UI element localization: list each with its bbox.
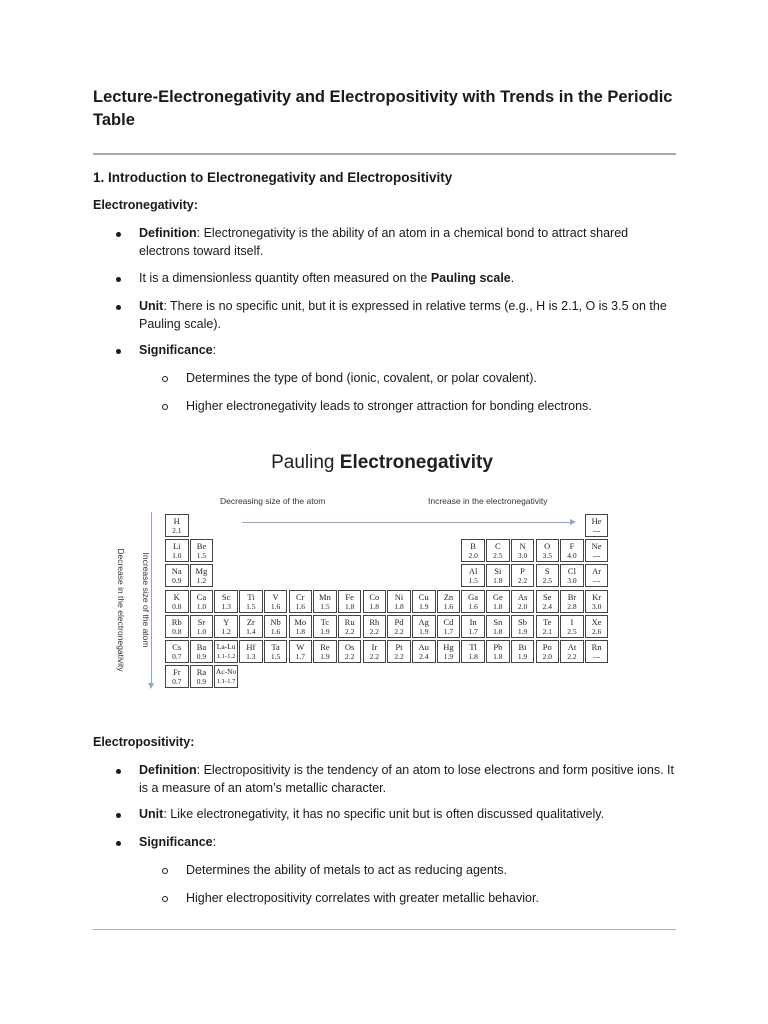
element-symbol: Si — [494, 566, 502, 577]
vertical-arrow-line — [151, 512, 152, 684]
element-symbol: Sn — [493, 616, 503, 627]
item-text: : Electropositivity is the tendency of an atom to lose electrons and form positive ions. It is a measure of an atom’s metallic character. — [139, 763, 674, 795]
element-cell — [437, 640, 461, 663]
item-label: Unit — [139, 807, 164, 821]
element-cell — [412, 640, 436, 663]
element-symbol: Kr — [592, 591, 602, 602]
element-symbol: N — [519, 541, 526, 552]
element-symbol: Bi — [518, 642, 527, 652]
element-cell — [214, 615, 238, 638]
element-cell — [560, 590, 584, 613]
element-electronegativity: 4.0 — [567, 551, 577, 561]
element-electronegativity: 2.4 — [542, 601, 552, 611]
element-electronegativity: 1.8 — [344, 601, 355, 611]
element-symbol: Nb — [270, 616, 281, 627]
element-cell — [585, 640, 609, 663]
element-cell — [387, 615, 411, 638]
element-symbol: Au — [418, 642, 429, 652]
element-symbol: Fr — [172, 667, 181, 678]
element-electronegativity: 2.0 — [542, 652, 552, 661]
electropositivity-heading: Electropositivity: — [93, 735, 195, 749]
element-electronegativity: 2.2 — [567, 652, 577, 661]
element-electronegativity: 1.7 — [468, 626, 478, 636]
element-symbol: V — [272, 591, 279, 602]
element-electronegativity: 1.9 — [517, 652, 528, 661]
element-symbol: Ca — [196, 591, 207, 602]
element-symbol: Cs — [172, 642, 182, 652]
element-cell — [264, 640, 288, 663]
element-electronegativity: 2.1 — [172, 526, 182, 535]
side-label-size: Increase size of the atom — [141, 552, 151, 648]
element-electronegativity: 1.9 — [443, 652, 454, 661]
element-cell — [264, 615, 288, 638]
element-symbol: Mg — [195, 566, 208, 577]
element-cell — [313, 615, 337, 638]
element-symbol: Ge — [492, 591, 503, 602]
pauling-electronegativity-figure — [108, 440, 656, 698]
element-cell — [511, 615, 535, 638]
element-cell — [536, 615, 560, 638]
list-item — [139, 225, 674, 260]
element-cell — [412, 615, 436, 638]
element-cell — [560, 564, 584, 587]
element-symbol: At — [567, 642, 577, 652]
element-symbol: Sb — [518, 616, 528, 627]
element-electronegativity: 1.6 — [270, 626, 281, 636]
horizontal-arrow-line — [242, 522, 572, 523]
element-symbol: Te — [543, 616, 552, 627]
item-bold: Pauling scale — [430, 271, 511, 285]
element-cell — [214, 590, 238, 613]
element-cell — [165, 514, 189, 537]
item-end: . — [510, 271, 515, 285]
element-cell — [511, 640, 535, 663]
element-electronegativity: 1.9 — [419, 626, 429, 636]
element-symbol: Zn — [443, 591, 454, 602]
element-electronegativity: 2.2 — [394, 652, 404, 661]
down-arrow-icon — [148, 683, 154, 689]
element-symbol: Po — [542, 642, 552, 652]
element-electronegativity: 2.1 — [542, 626, 552, 636]
element-electronegativity: 1.2 — [196, 576, 207, 586]
element-symbol: Ba — [196, 642, 207, 652]
element-symbol: Co — [369, 591, 380, 602]
right-arrow-icon — [570, 519, 576, 525]
element-electronegativity: 2.2 — [344, 652, 355, 661]
element-cell — [560, 615, 584, 638]
element-electronegativity: 1.6 — [295, 601, 305, 611]
element-electronegativity: 1.9 — [517, 626, 528, 636]
element-cell — [289, 615, 313, 638]
element-electronegativity: 1.2 — [221, 626, 231, 636]
element-symbol: W — [296, 642, 305, 652]
item-label: Definition — [139, 763, 197, 777]
element-cell — [363, 640, 387, 663]
element-symbol: Li — [172, 541, 181, 552]
element-electronegativity: 0.8 — [172, 626, 182, 636]
element-cell — [363, 615, 387, 638]
element-symbol: Rb — [171, 616, 182, 627]
item-label: Definition — [139, 226, 197, 240]
element-electronegativity: 2.5 — [567, 626, 577, 636]
element-symbol: La-Lu — [216, 642, 236, 651]
element-cell — [165, 539, 189, 562]
side-label-electronegativity: Decrease in the electronegativity — [116, 548, 126, 672]
element-electronegativity: 1.3 — [246, 652, 256, 661]
element-cell — [437, 615, 461, 638]
element-cell — [461, 564, 485, 587]
element-symbol: Rh — [369, 616, 380, 627]
item-text: : — [212, 835, 217, 849]
element-electronegativity: 0.7 — [172, 652, 182, 661]
element-cell — [190, 539, 214, 562]
element-electronegativity: 1.8 — [493, 652, 503, 661]
element-symbol: Zr — [246, 616, 255, 627]
element-electronegativity: 1.6 — [468, 601, 478, 611]
element-electronegativity: 1.9 — [419, 601, 429, 611]
element-symbol: Cr — [296, 591, 305, 602]
element-symbol: Cd — [443, 616, 454, 627]
element-cell — [190, 564, 214, 587]
element-electronegativity: 1.7 — [443, 626, 454, 636]
element-electronegativity: 1.0 — [172, 551, 182, 561]
item-text: : — [212, 343, 217, 357]
element-symbol: K — [173, 591, 180, 602]
element-cell — [585, 514, 609, 537]
element-symbol: Br — [567, 591, 577, 602]
electronegativity-heading: Electronegativity: — [93, 198, 198, 212]
element-symbol: Y — [223, 616, 230, 627]
sub-list-item: Higher electropositivity correlates with greater metallic behavior. — [186, 890, 676, 908]
sub-list-item: Determines the type of bond (ionic, covalent, or polar covalent). — [186, 370, 676, 388]
list-item — [139, 762, 674, 797]
item-text: It is a dimensionless quantity often measured on the — [139, 271, 431, 285]
element-symbol: O — [544, 541, 551, 552]
element-electronegativity: 1.3 — [221, 601, 231, 611]
element-electronegativity: 1.9 — [320, 652, 330, 661]
element-cell — [437, 590, 461, 613]
element-cell — [338, 615, 362, 638]
element-symbol: Rn — [591, 642, 602, 652]
element-symbol: Ru — [344, 616, 355, 627]
element-symbol: B — [470, 541, 476, 552]
element-symbol: Se — [543, 591, 552, 602]
element-symbol: Ag — [418, 616, 429, 627]
element-cell — [190, 665, 214, 688]
list-item — [139, 298, 674, 333]
element-symbol: Pt — [395, 642, 403, 652]
element-symbol: Ti — [247, 591, 255, 602]
element-symbol: Cu — [418, 591, 429, 602]
element-cell — [165, 665, 189, 688]
element-electronegativity: 2.2 — [344, 626, 355, 636]
element-electronegativity: 0.9 — [196, 652, 207, 661]
element-cell — [214, 665, 238, 688]
element-electronegativity: --- — [592, 576, 601, 586]
element-symbol: Os — [344, 642, 355, 652]
element-electronegativity: 1.5 — [320, 601, 330, 611]
element-cell — [313, 640, 337, 663]
element-electronegativity: 2.2 — [369, 652, 380, 661]
item-text: : Like electronegativity, it has no specific unit but is often discussed qualitatively. — [163, 807, 605, 821]
section-divider — [93, 929, 676, 930]
element-cell — [264, 590, 288, 613]
element-cell — [214, 640, 238, 663]
element-electronegativity: 3.0 — [591, 601, 602, 611]
element-electronegativity: 2.2 — [369, 626, 380, 636]
element-symbol: Sr — [197, 616, 206, 627]
figure-title — [108, 452, 656, 474]
element-cell — [461, 539, 485, 562]
element-cell — [486, 539, 510, 562]
element-symbol: Hf — [246, 642, 256, 652]
element-cell — [486, 590, 510, 613]
element-electronegativity: 1.8 — [493, 601, 503, 611]
element-electronegativity: 1.8 — [468, 652, 478, 661]
element-cell — [165, 564, 189, 587]
element-cell — [585, 539, 609, 562]
element-electronegativity: 0.7 — [172, 677, 182, 687]
element-electronegativity: 1.8 — [295, 626, 305, 636]
element-cell — [536, 564, 560, 587]
element-electronegativity: 1.0 — [196, 626, 207, 636]
element-electronegativity: 3.0 — [517, 551, 528, 561]
element-symbol: Mn — [319, 591, 331, 602]
item-label: Significance — [139, 835, 213, 849]
element-cell — [536, 590, 560, 613]
element-symbol: Ir — [371, 642, 378, 652]
page-title: Lecture-Electronegativity and Electropositivity with Trends in the Periodic Table — [93, 88, 673, 129]
element-electronegativity: 1.9 — [320, 626, 330, 636]
list-item — [139, 342, 674, 360]
section-divider — [93, 153, 676, 155]
element-cell — [363, 590, 387, 613]
element-electronegativity: 1.5 — [270, 652, 281, 661]
element-cell — [165, 640, 189, 663]
element-electronegativity: 1.8 — [493, 576, 503, 586]
element-electronegativity: 1.7 — [295, 652, 305, 661]
element-electronegativity: 2.0 — [517, 601, 528, 611]
element-electronegativity: 2.5 — [542, 576, 552, 586]
element-electronegativity: 2.8 — [567, 601, 577, 611]
element-cell — [560, 640, 584, 663]
element-symbol: P — [520, 566, 525, 577]
element-electronegativity: 3.5 — [542, 551, 552, 561]
element-cell — [511, 590, 535, 613]
element-electronegativity: 1.8 — [394, 601, 404, 611]
element-electronegativity: --- — [592, 526, 601, 535]
element-cell — [313, 590, 337, 613]
element-symbol: Sc — [221, 591, 231, 602]
element-symbol: He — [591, 516, 602, 526]
element-electronegativity: 2.2 — [394, 626, 404, 636]
element-cell — [461, 640, 485, 663]
element-symbol: Re — [320, 642, 330, 652]
element-cell — [486, 564, 510, 587]
element-electronegativity: 2.4 — [419, 652, 429, 661]
list-item — [139, 806, 674, 824]
element-cell — [338, 640, 362, 663]
element-symbol: Ne — [591, 541, 602, 552]
element-electronegativity: 1.1-1.2 — [216, 653, 236, 660]
element-cell — [511, 539, 535, 562]
element-symbol: Al — [468, 566, 478, 577]
element-cell — [412, 590, 436, 613]
element-electronegativity: 3.0 — [567, 576, 577, 586]
element-cell — [585, 615, 609, 638]
element-cell — [560, 539, 584, 562]
element-cell — [536, 539, 560, 562]
sub-list-item: Higher electronegativity leads to stronger attraction for bonding electrons. — [186, 398, 676, 416]
element-cell — [190, 590, 214, 613]
element-electronegativity: 0.8 — [172, 601, 182, 611]
element-electronegativity: --- — [592, 551, 601, 561]
element-symbol: C — [495, 541, 501, 552]
element-cell — [585, 564, 609, 587]
element-electronegativity: --- — [592, 652, 601, 661]
figure-title-bold: Electronegativity — [339, 452, 493, 473]
element-symbol: I — [570, 616, 574, 627]
element-symbol: Tc — [320, 616, 330, 627]
element-electronegativity: 0.9 — [196, 677, 207, 687]
element-symbol: As — [517, 591, 528, 602]
element-electronegativity: 1.8 — [369, 601, 380, 611]
element-symbol: Fe — [345, 591, 354, 602]
list-item — [139, 270, 674, 288]
element-cell — [289, 640, 313, 663]
element-electronegativity: 1.6 — [270, 601, 281, 611]
element-electronegativity: 2.5 — [493, 551, 503, 561]
element-cell — [190, 640, 214, 663]
element-cell — [338, 590, 362, 613]
element-electronegativity: 1.5 — [246, 601, 256, 611]
element-symbol: H — [173, 516, 180, 526]
element-cell — [289, 590, 313, 613]
element-cell — [165, 615, 189, 638]
element-electronegativity: 2.0 — [468, 551, 478, 561]
element-symbol: In — [469, 616, 477, 627]
top-left-label: Decreasing size of the atom — [220, 496, 326, 506]
element-cell — [461, 615, 485, 638]
element-cell — [511, 564, 535, 587]
element-electronegativity: 1.4 — [246, 626, 256, 636]
element-cell — [486, 615, 510, 638]
element-symbol: Pd — [394, 616, 404, 627]
element-symbol: Ta — [271, 642, 280, 652]
element-symbol: Mo — [294, 616, 307, 627]
figure-title-light: Pauling — [271, 452, 340, 473]
element-symbol: Cl — [567, 566, 576, 577]
element-cell — [486, 640, 510, 663]
element-cell — [239, 590, 263, 613]
element-electronegativity: 2.2 — [517, 576, 528, 586]
section-heading: 1. Introduction to Electronegativity and Electropositivity — [93, 170, 453, 185]
top-right-label: Increase in the electronegativity — [428, 496, 548, 506]
element-symbol: Tl — [469, 642, 477, 652]
element-cell — [239, 615, 263, 638]
element-electronegativity: 1.1-1.7 — [216, 678, 236, 686]
element-symbol: Ac-No — [215, 667, 237, 677]
element-symbol: Ar — [592, 566, 602, 577]
element-cell — [387, 640, 411, 663]
element-symbol: Na — [171, 566, 182, 577]
element-symbol: Ga — [468, 591, 479, 602]
element-electronegativity: 1.6 — [443, 601, 454, 611]
element-cell — [585, 590, 609, 613]
element-electronegativity: 1.5 — [196, 551, 207, 561]
sub-list-item: Determines the ability of metals to act as reducing agents. — [186, 862, 676, 880]
element-electronegativity: 1.8 — [493, 626, 503, 636]
element-symbol: Ni — [394, 591, 404, 602]
element-electronegativity: 1.5 — [468, 576, 478, 586]
element-cell — [165, 590, 189, 613]
element-symbol: S — [544, 566, 550, 577]
element-electronegativity: 1.0 — [196, 601, 207, 611]
item-text: : Electronegativity is the ability of an atom in a chemical bond to attract shared electrons toward itself. — [139, 226, 629, 258]
list-item — [139, 834, 674, 852]
element-cell — [536, 640, 560, 663]
element-cell — [461, 590, 485, 613]
element-symbol: Xe — [591, 616, 602, 627]
element-cell — [190, 615, 214, 638]
element-cell — [387, 590, 411, 613]
element-symbol: F — [569, 541, 575, 552]
element-electronegativity: 0.9 — [172, 576, 182, 586]
element-electronegativity: 2.6 — [591, 626, 602, 636]
item-text: : There is no specific unit, but it is expressed in relative terms (e.g., H is 2.1, O is 3.5 on the Pauling scale). — [139, 299, 667, 331]
element-symbol: Be — [196, 541, 207, 552]
element-symbol: Hg — [443, 642, 454, 652]
item-label: Significance — [139, 343, 213, 357]
element-cell — [239, 640, 263, 663]
element-symbol: Pb — [493, 642, 503, 652]
item-label: Unit — [139, 299, 164, 313]
element-symbol: Ra — [196, 667, 207, 678]
